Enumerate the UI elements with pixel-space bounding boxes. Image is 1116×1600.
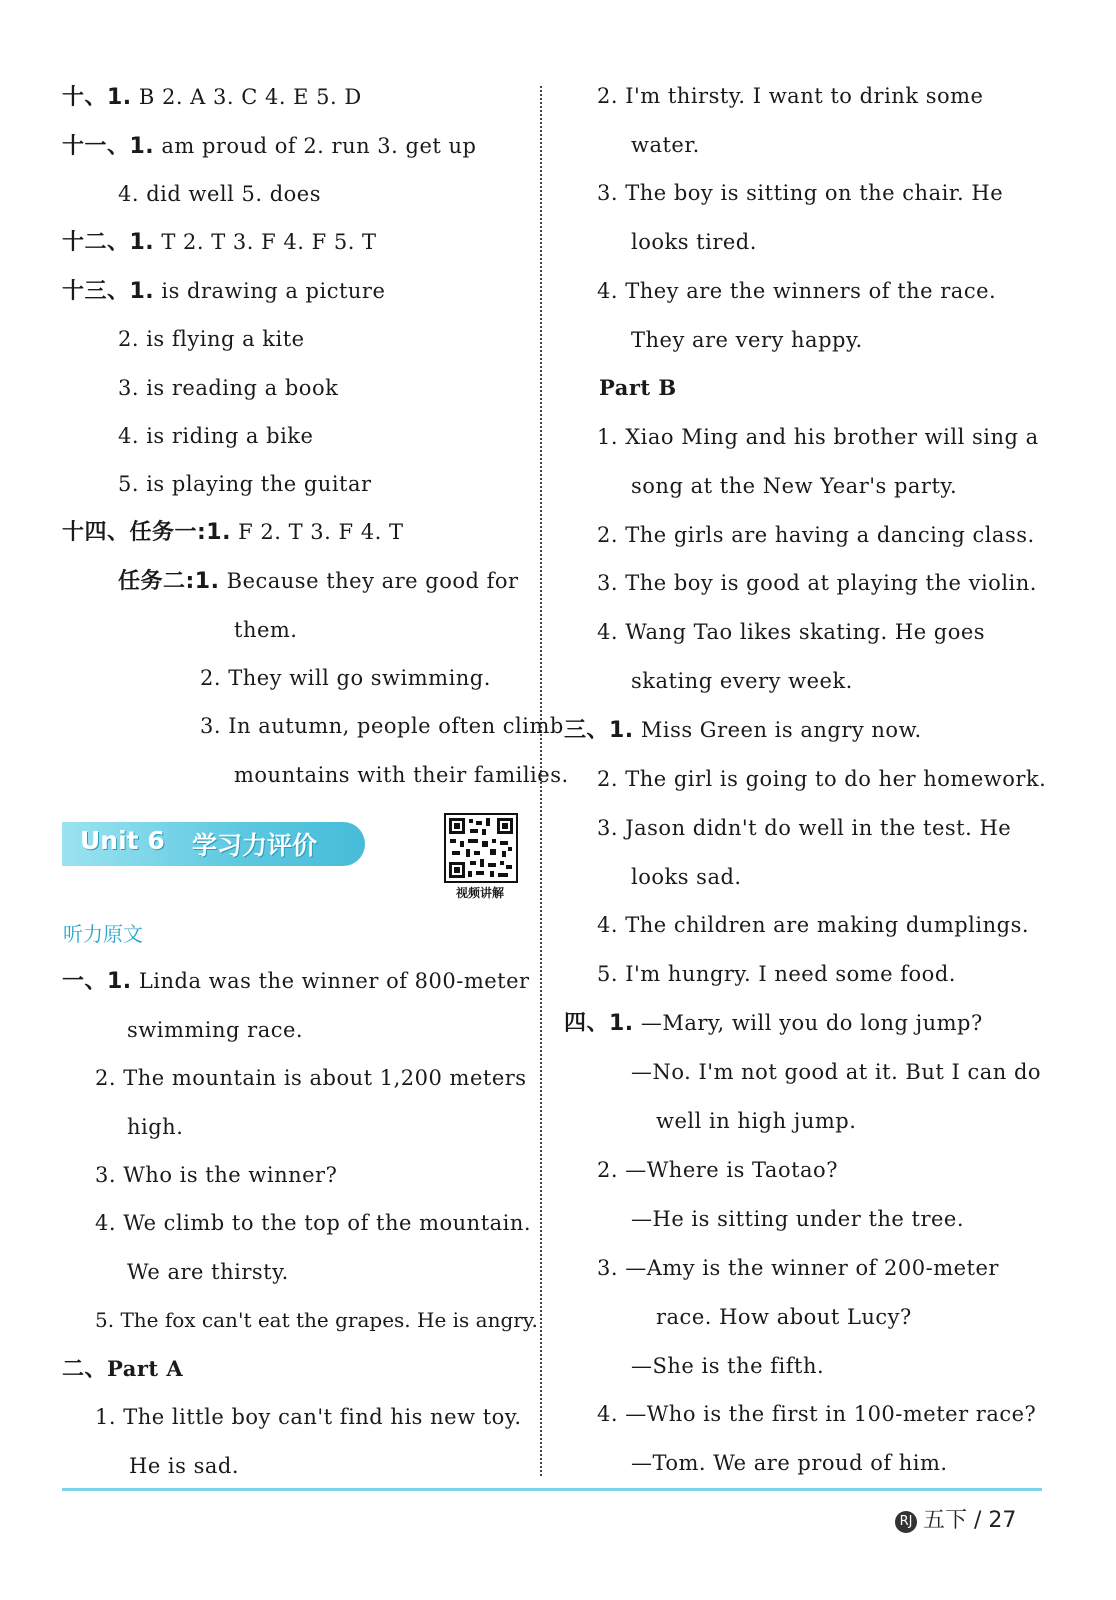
answer-text: We are thirsty. <box>127 1260 289 1284</box>
answer-line <box>127 1257 289 1287</box>
answer-text: —Tom. We are proud of him. <box>631 1451 948 1475</box>
answer-line <box>631 666 853 696</box>
answer-text: 3. Who is the winner? <box>95 1163 338 1187</box>
unit-banner <box>62 822 365 866</box>
answer-line <box>631 1448 948 1478</box>
item-prefix: 十、1. <box>62 85 132 110</box>
item-prefix: 十三、1. <box>62 279 155 304</box>
answer-text: They are very happy. <box>631 328 863 352</box>
banner-title: 学习力评价 <box>192 831 318 860</box>
answer-line <box>597 1253 999 1283</box>
answer-text: 2. The girl is going to do her homework. <box>597 767 1047 791</box>
item-prefix: 十四、任务一:1. <box>62 520 231 545</box>
answer-line <box>597 178 1003 208</box>
item-prefix: 三、1. <box>564 718 634 743</box>
answer-text: 5. The fox can't eat the grapes. He is angry. <box>95 1308 538 1332</box>
answer-text: 4. We climb to the top of the mountain. <box>95 1211 532 1235</box>
answer-text: looks sad. <box>631 865 742 889</box>
item-prefix: 十二、1. <box>62 230 155 255</box>
answer-line <box>127 1112 183 1142</box>
answer-text: 2. is flying a kite <box>118 327 305 351</box>
answer-line <box>597 959 956 989</box>
answer-line <box>127 1015 303 1045</box>
answer-line <box>95 1208 531 1238</box>
page-number: 五下 / 27 <box>923 1508 1017 1533</box>
section-title: 听力原文 <box>63 922 143 946</box>
item-prefix: 四、1. <box>564 1011 634 1036</box>
answer-text: —She is the fifth. <box>631 1354 825 1378</box>
answer-text: is drawing a picture <box>154 279 386 303</box>
answer-text: 4. did well 5. does <box>118 182 322 206</box>
answer-line <box>62 131 476 162</box>
answer-text: 3. Jason didn't do well in the test. He <box>597 816 1012 840</box>
answer-text: 5. is playing the guitar <box>118 472 372 496</box>
answer-line <box>118 566 519 597</box>
answer-line <box>597 617 985 647</box>
answer-line <box>118 469 372 499</box>
answer-line <box>597 910 1029 940</box>
answer-text: race. How about Lucy? <box>656 1305 912 1329</box>
answer-text: water. <box>631 133 700 157</box>
banner-unit: Unit 6 <box>80 826 165 855</box>
qr-label: 视频讲解 <box>455 886 504 900</box>
answer-line <box>631 1057 1041 1087</box>
answer-text: 3. The boy is sitting on the chair. He <box>597 181 1004 205</box>
answer-text: 2. The girls are having a dancing class. <box>597 523 1035 547</box>
answer-line <box>597 813 1011 843</box>
answer-line <box>631 227 757 257</box>
answer-text: Because they are good for <box>219 569 519 593</box>
answer-line <box>62 1354 183 1385</box>
answer-text: 4. is riding a bike <box>118 424 314 448</box>
answer-line <box>62 517 403 548</box>
answer-line <box>95 1063 527 1093</box>
answer-line <box>656 1106 856 1136</box>
answer-text: 4. The children are making dumplings. <box>597 913 1030 937</box>
answer-line <box>597 276 996 306</box>
answer-line <box>631 471 957 501</box>
answer-line <box>597 568 1037 598</box>
answer-line <box>118 179 321 209</box>
edition-badge-icon: RJ <box>895 1511 917 1533</box>
answer-text: 5. I'm hungry. I need some food. <box>597 962 956 986</box>
answer-text: —He is sitting under the tree. <box>631 1207 965 1231</box>
answer-line <box>631 325 863 355</box>
answer-line <box>597 81 983 111</box>
answer-line <box>200 711 564 741</box>
footer-rule <box>62 1488 1042 1491</box>
answer-text: 3. is reading a book <box>118 376 339 400</box>
item-prefix: 任务二:1. <box>118 569 220 594</box>
answer-line <box>95 1402 522 1432</box>
answer-text: 4. They are the winners of the race. <box>597 279 997 303</box>
answer-text: F 2. T 3. F 4. T <box>230 520 404 544</box>
answer-text: —Mary, will you do long jump? <box>633 1011 983 1035</box>
answer-text: —No. I'm not good at it. But I can do <box>631 1060 1042 1084</box>
qr-code-icon[interactable] <box>444 813 518 883</box>
answer-line <box>234 760 569 790</box>
answer-line <box>118 373 338 403</box>
answer-line <box>95 1160 337 1190</box>
part-heading: Part A <box>107 1356 184 1381</box>
answer-line <box>118 421 313 451</box>
answer-line <box>200 663 491 693</box>
item-prefix: 二、 <box>62 1357 108 1382</box>
answer-text: 1. The little boy can't find his new toy. <box>95 1405 522 1429</box>
answer-text: Miss Green is angry now. <box>633 718 922 742</box>
answer-line <box>62 227 377 258</box>
answer-text: 3. The boy is good at playing the violin. <box>597 571 1037 595</box>
answer-line <box>62 276 385 307</box>
answer-line <box>631 1204 964 1234</box>
answer-line <box>95 1305 538 1335</box>
answer-line <box>118 324 305 354</box>
answer-line <box>129 1451 239 1481</box>
answer-line <box>234 615 297 645</box>
answer-text: them. <box>234 618 298 642</box>
answer-line <box>599 373 677 403</box>
answer-line <box>597 1155 838 1185</box>
answer-text: mountains with their families. <box>234 763 569 787</box>
answer-line <box>656 1302 912 1332</box>
answer-line <box>631 1351 824 1381</box>
answer-text: 3. In autumn, people often climb <box>200 714 564 738</box>
answer-line <box>631 862 742 892</box>
answer-text: 3. —Amy is the winner of 200-meter <box>597 1256 999 1280</box>
answer-text: swimming race. <box>127 1018 304 1042</box>
answer-line <box>597 1399 1036 1429</box>
answer-text: Linda was the winner of 800-meter <box>131 969 530 993</box>
answer-text: 1. Xiao Ming and his brother will sing a <box>597 425 1039 449</box>
answer-text: 2. I'm thirsty. I want to drink some <box>597 84 984 108</box>
answer-text: well in high jump. <box>656 1109 857 1133</box>
answer-text: song at the New Year's party. <box>631 474 958 498</box>
answer-line <box>62 966 530 997</box>
answer-line <box>564 715 922 746</box>
answer-text: looks tired. <box>631 230 757 254</box>
answer-text: He is sad. <box>129 1454 239 1478</box>
item-prefix: 一、1. <box>62 969 132 994</box>
answer-text: 4. Wang Tao likes skating. He goes <box>597 620 986 644</box>
answer-text: high. <box>127 1115 184 1139</box>
answer-text: T 2. T 3. F 4. F 5. T <box>154 230 377 254</box>
item-prefix: 十一、1. <box>62 134 155 159</box>
answer-text: 2. They will go swimming. <box>200 666 491 690</box>
answer-line <box>631 130 700 160</box>
answer-line <box>597 520 1035 550</box>
answer-text: am proud of 2. run 3. get up <box>154 134 477 158</box>
answer-text: 2. —Where is Taotao? <box>597 1158 838 1182</box>
answer-text: 2. The mountain is about 1,200 meters <box>95 1066 527 1090</box>
answer-line <box>597 764 1046 794</box>
answer-line <box>597 422 1039 452</box>
answer-line <box>564 1008 983 1039</box>
answer-text: B 2. A 3. C 4. E 5. D <box>131 85 362 109</box>
part-heading: Part B <box>599 375 677 400</box>
page-footer <box>895 1503 1016 1534</box>
answer-text: 4. —Who is the first in 100-meter race? <box>597 1402 1037 1426</box>
answer-line <box>62 82 362 113</box>
answer-text: skating every week. <box>631 669 853 693</box>
